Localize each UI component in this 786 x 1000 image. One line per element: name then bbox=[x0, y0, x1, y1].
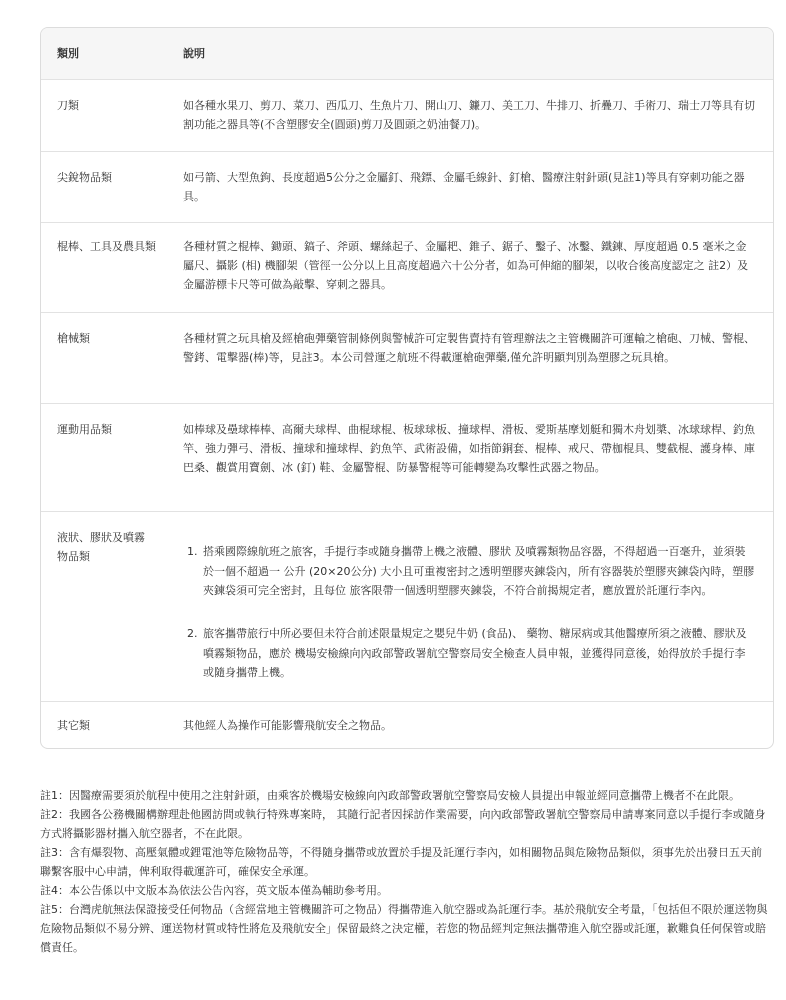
footnote-4: 註4：本公告係以中文版本為依法公告內容，英文版本僅為輔助參考用。 bbox=[40, 884, 388, 897]
row-category: 棍棒、工具及農具類 bbox=[57, 240, 156, 253]
row-description: 各種材質之棍棒、鋤頭、鎬子、斧頭、螺絲起子、金屬耙、錐子、鋸子、鑿子、冰鑿、鐵鍊、厚度超過 0.5 毫米之金屬尺、攝影 (相) 機腳架（管徑一公分以上且高度超過六十公分者，如為可伸縮的腳架，以收合後高度認定之 註2）及金屬游標卡尺等可做為敲擊、穿刺之器具。 bbox=[183, 240, 749, 291]
list-item-number: 1. bbox=[187, 545, 198, 558]
row-category: 刀類 bbox=[57, 99, 79, 112]
footnote-1: 註1：因醫療需要須於航程中使用之注射針頭，由乘客於機場安檢線向內政部警政署航空警察局安檢人員提出申報並經同意攜帶上機者不在此限。 bbox=[40, 789, 740, 802]
row-description: 各種材質之玩具槍及經槍砲彈藥管制條例與警械許可定製售賣持有管理辦法之主管機關許可運輸之槍砲、刀械、警棍、警銬、電擊器(棒)等，見註3。本公司營運之航班不得載運槍砲彈藥,僅允許明顯判別為塑膠之玩具槍。 bbox=[183, 332, 755, 364]
row-category: 尖銳物品類 bbox=[57, 171, 112, 184]
footnote-3: 註3：含有爆裂物、高壓氣體或鋰電池等危險物品等，不得隨身攜帶或放置於手提及託運行李內，如相關物品與危險物品類似，須事先於出發日五天前聯繫客服中心申請，俾利取得載運許可，確保安全承運。 bbox=[40, 846, 762, 878]
table-row-sporting-goods bbox=[41, 404, 773, 512]
header-category: 類別 bbox=[57, 47, 79, 60]
table-row-knives bbox=[41, 80, 773, 152]
table-row-tools bbox=[41, 223, 773, 313]
row-description: 如棒球及壘球棒棒、高爾夫球桿、曲棍球棍、板球球板、撞球桿、滑板、愛斯基摩划艇和獨木舟划槳、冰球球桿、釣魚竿、強力彈弓、滑板、撞球和撞球桿、釣魚竿、武術設備，如指節銅套、棍棒、戒尺、帶枷棍具、雙截棍、護身棒、庫巴桑、觀賞用寶劍、冰 (釘) 鞋、金屬警棍、防暴警棍等可能轉變為攻擊性武器之物品。 bbox=[183, 423, 755, 474]
table-header-row bbox=[41, 28, 773, 80]
footnotes bbox=[40, 786, 772, 957]
footnote-2: 註2：我國各公務機關構辦理赴他國訪問或執行特殊專案時， 其隨行記者因採訪作業需要，向內政部警政署航空警察局申請專案同意以手提行李或隨身方式將攝影器材攜入航空器者，不在此限。 bbox=[40, 808, 766, 840]
table-row-firearms bbox=[41, 313, 773, 404]
table-row-sharp-objects bbox=[41, 152, 773, 223]
row-category: 運動用品類 bbox=[57, 423, 112, 436]
list-item-number: 2. bbox=[187, 627, 198, 640]
table-row-others bbox=[41, 702, 773, 749]
row-description: 如各種水果刀、剪刀、菜刀、西瓜刀、生魚片刀、開山刀、鐮刀、美工刀、牛排刀、折疊刀、手術刀、瑞士刀等具有切割功能之器具等(不含塑膠安全(圓頭)剪刀及圓頭之奶油餐刀)。 bbox=[183, 99, 755, 131]
list-item-text: 搭乘國際線航班之旅客，手提行李或隨身攜帶上機之液體、膠狀 及噴霧類物品容器，不得超過一百毫升，並須裝於一個不超過一 公升 (20×20公分) 大小且可重複密封之透明塑膠夾鍊袋內，所有容器裝於塑膠夾鍊袋內時，塑膠夾鍊袋須可完全密封，且每位 旅客限帶一個透明塑膠夾鍊袋，不符合前揭規定者，應放置於託運行李內。 bbox=[203, 545, 755, 597]
footnote-5: 註5：台灣虎航無法保證接受任何物品（含經當地主管機關許可之物品）得攜帶進入航空器或為託運行李。基於飛航安全考量，「包括但不限於運送物與危險物品類似不易分辨、運送物材質或特性將危及飛航安全」保留最終之決定權，若您的物品經判定無法攜帶進入航空器或託運，歉難負任何保管或賠償責任。 bbox=[40, 903, 768, 954]
prohibited-items-table bbox=[40, 27, 774, 749]
row-category: 其它類 bbox=[57, 719, 90, 732]
table-row-liquids bbox=[41, 512, 773, 702]
list-item-text: 旅客攜帶旅行中所必要但未符合前述限量規定之嬰兒牛奶 (食品)、 藥物、糖尿病或其他醫療所須之液體、膠狀及噴霧類物品，應於 機場安檢線向內政部警政署航空警察局安全檢查人員申報，並獲得同意後，始得放於手提行李或隨身攜帶上機。 bbox=[203, 627, 747, 679]
header-description: 說明 bbox=[183, 47, 205, 60]
row-description: 其他經人為操作可能影響飛航安全之物品。 bbox=[183, 719, 392, 732]
row-category: 槍械類 bbox=[57, 332, 90, 345]
row-category: 液狀、膠狀及噴霧物品類 bbox=[57, 531, 145, 563]
row-description: 如弓箭、大型魚鉤、長度超過5公分之金屬釘、飛鏢、金屬毛線針、釘槍、醫療注射針頭(見註1)等具有穿刺功能之器具。 bbox=[183, 171, 745, 203]
